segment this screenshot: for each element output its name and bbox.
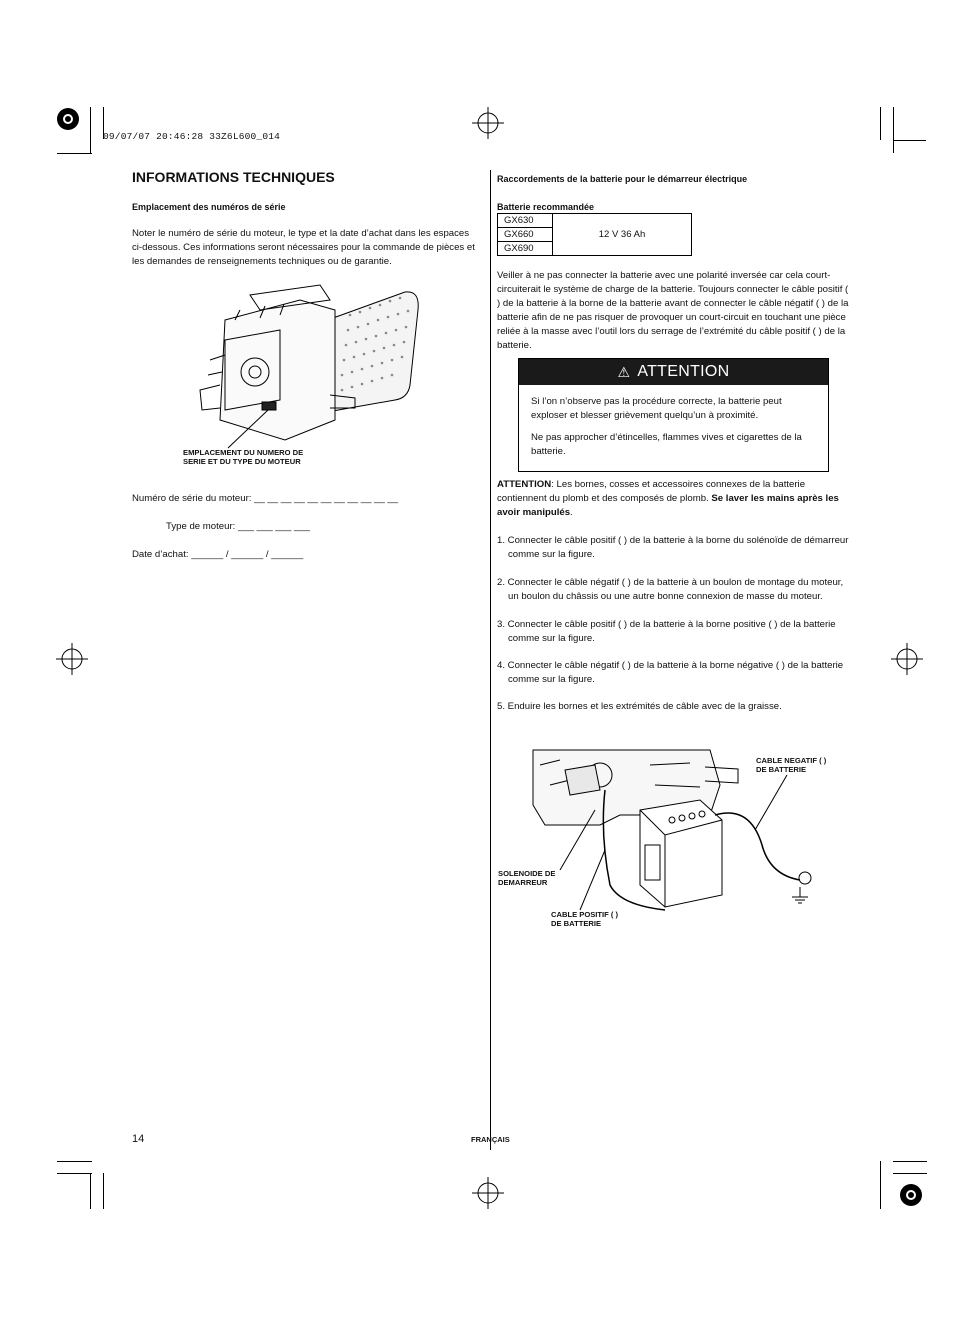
table-row [498, 214, 692, 228]
print-timestamp: 09/07/07 20:46:28 33Z6L600_014 [103, 131, 281, 142]
figure-label-solenoid: SOLENOIDE DE DEMARREUR [498, 869, 556, 887]
list-item: 3. Connecter le câble positif ( ) de la batterie à la borne positive ( ) de la batterie comme sur la figure. [497, 619, 836, 644]
list-item: 2. Connecter le câble négatif ( ) de la batterie à un boulon de montage du moteur, un boulon du châssis ou une autre bonne connexion de masse du moteur. [497, 577, 844, 602]
model-cell: GX630 [498, 214, 553, 228]
section-heading-serial: Emplacement des numéros de série [132, 202, 286, 212]
model-cell: GX690 [498, 242, 553, 256]
figure-label-negative-cable: CABLE NEGATIF ( ) DE BATTERIE [756, 756, 827, 774]
intro-paragraph: Noter le numéro de série du moteur, le type et la date d’achat dans les espaces ci-dessous. Ces informations seront nécessaires pour la commande de pièces et les demandes de renseignements techniques ou de garantie. [132, 228, 475, 267]
language-label: FRANÇAIS [471, 1135, 510, 1144]
battery-spec-table [497, 213, 692, 256]
list-item: 4. Connecter le câble négatif ( ) de la batterie à la borne négative ( ) de la batterie comme sur la figure. [497, 660, 844, 685]
list-item: 1. Connecter le câble positif ( ) de la batterie à la borne du solénoïde de démarreur comme sur la figure. [497, 535, 849, 560]
battery-section-title: Raccordements de la batterie pour le démarreur électrique [497, 174, 748, 184]
attention-header: ⚠ ATTENTION [519, 359, 828, 385]
page-title: INFORMATIONS TECHNIQUES [132, 169, 335, 185]
battery-spec-cell: 12 V 36 Ah [553, 214, 692, 256]
serial-number-field: Numéro de série du moteur: __ __ __ __ __ __ __ __ __ __ __ [132, 493, 399, 504]
polarity-warning-paragraph: Veiller à ne pas connecter la batterie avec une polarité inversée car cela court-circuiterait le système de charge de la batterie. Toujours connecter le câble positif ( ) de la batterie à la borne de la batterie avant de connecter le câble négatif ( ) de la batterie afin de ne pas risquer de provoquer un court-circuit en touchant une pièce reliée à la masse avec l’outil lors du serrage de l’extrémité du câble positif ( ) de la batterie. [497, 270, 849, 351]
engine-illustration [180, 280, 430, 460]
warning-triangle-icon: ⚠ [617, 363, 631, 380]
model-cell: GX660 [498, 228, 553, 242]
column-divider [490, 170, 491, 1150]
attention-text-2: Ne pas approcher d’étincelles, flammes vives et cigarettes de la batterie. [531, 432, 802, 457]
battery-recommended-heading: Batterie recommandée [497, 202, 595, 212]
attention-text-1: Si l’on n’observe pas la procédure correcte, la batterie peut exploser et blesser grièvement quelqu’un à proximité. [531, 396, 782, 421]
list-item: 5. Enduire les bornes et les extrémités de câble avec de la graisse. [497, 701, 782, 712]
figure-label-positive-cable: CABLE POSITIF ( ) DE BATTERIE [551, 910, 619, 928]
attention-box [518, 358, 829, 472]
steps-list [497, 534, 853, 714]
engine-type-field: Type de moteur: ___ ___ ___ ___ [166, 521, 311, 532]
lead-notice: ATTENTION: Les bornes, cosses et accessoires connexes de la batterie contiennent du plomb et des composés de plomb. Se laver les mains après les avoir manipulés. [497, 479, 839, 518]
page-number: 14 [132, 1133, 145, 1145]
figure-label-serial-location: EMPLACEMENT DU NUMERO DE SERIE ET DU TYPE DU MOTEUR [183, 448, 304, 466]
purchase-date-field: Date d’achat: ______ / ______ / ______ [132, 549, 304, 560]
